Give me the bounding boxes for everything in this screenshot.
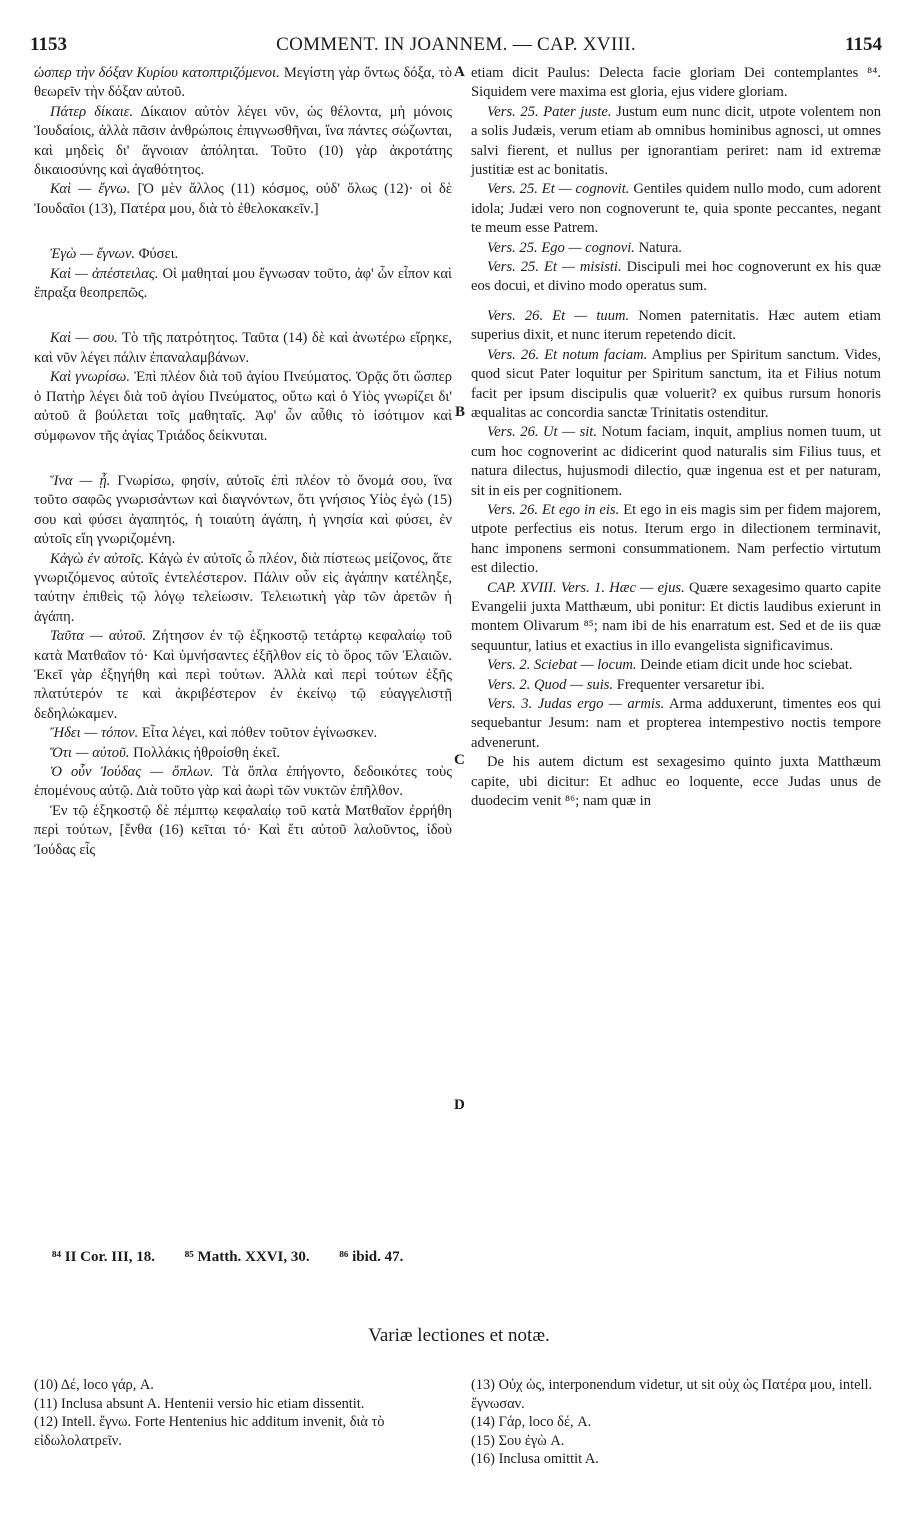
page-number-left: 1153	[30, 34, 67, 55]
greek-text: Οἱ μαθηταί μου ἔγνωσαν τοῦτο, ἀφ' ὧν εἶπον καὶ ἔπραξα θεοπρεπῶς.	[34, 265, 452, 302]
greek-lemma: Καὶ γνωρίσω.	[50, 369, 130, 386]
greek-paragraph	[34, 472, 452, 550]
latin-text: Nomen paternitatis. Hæc autem etiam superius dixit, et nunc iterum repetendo dicit.	[471, 307, 881, 344]
greek-lemma: Ὁ οὖν Ἰούδας — ὅπλων.	[50, 764, 214, 780]
latin-lemma: Vers. 25. Pater juste.	[487, 103, 612, 120]
latin-paragraph	[471, 423, 881, 501]
greek-paragraph	[34, 103, 452, 181]
latin-text: Justum eum nunc dicit, utpote volentem non a solis Judæis, verum etiam ab omnibus hominibus agnosci, ut omnes salvi fierent, et nullus per ignorantiam periret: nam id extremæ justitiæ est ac bonitatis.	[471, 103, 881, 179]
greek-lemma: Ἤδει — τόπον.	[50, 725, 139, 742]
footnotes	[52, 1249, 872, 1266]
greek-paragraph	[34, 180, 452, 219]
greek-lemma: Πάτερ δίκαιε.	[50, 103, 134, 120]
greek-text: Τὸ τῆς πατρότητος. Ταῦτα (14) δὲ καὶ ἀνωτέρω εἴρηκε, καὶ νῦν λέγει πάλιν ἐπαναλαμβάνων.	[34, 330, 452, 366]
footnote: ⁸⁴ II Cor. III, 18.	[52, 1249, 156, 1265]
margin-letter-d: D	[454, 1097, 465, 1113]
page-number-right: 1154	[845, 34, 882, 55]
greek-paragraph	[34, 802, 452, 860]
latin-lemma: Vers. 25. Et — cognovit.	[487, 181, 630, 198]
latin-lemma: Vers. 26. Et notum faciam.	[487, 346, 648, 363]
greek-column	[34, 64, 452, 860]
greek-lemma: Καὶ — ἔγνω.	[50, 181, 131, 198]
latin-lemma: Vers. 26. Ut — sit.	[487, 424, 598, 441]
latin-text: Deinde etiam dicit unde hoc sciebat.	[636, 657, 853, 674]
latin-text: Natura.	[634, 239, 682, 256]
greek-paragraph	[34, 627, 452, 724]
latin-text: Discipuli mei hoc cognoverunt ex his quæ eos docui, et divino modo operatus sum.	[471, 259, 881, 295]
greek-text: Φύσει.	[135, 246, 179, 263]
running-title: COMMENT. IN JOANNEM. — CAP. XVIII.	[276, 34, 636, 55]
greek-lemma: Καὶ — ἀπέστειλας.	[50, 265, 159, 282]
latin-text: Notum faciam, inquit, amplius nomen tuum, ut cum hoc cognoverint ac didicerint quod naturalis sim Filius tuus, et natura dilectus, hujusmodi dilectio, quæ ingenua est et per naturam, sit in eis per cognitionem.	[471, 424, 881, 499]
variant-note: (13) Οὐχ ὡς, interponendum videtur, ut sit οὐχ ὡς Πατέρα μου, intell. ἔγνωσαν.	[471, 1377, 873, 1412]
greek-text: Γνωρίσω, φησίν, αὐτοῖς ἐπὶ πλέον τὸ ὄνομά σου, ἵνα τοῦτο σαφῶς γνωρισάντων καὶ διαγνόντων, ὅτι γνήσιος Υἱὸς ἐγὼ (15) σου καὶ φύσει ἀγαπητός, ἡ τοιαύτη ἀγάπη, ἡ γνησία καὶ φύσει, ἐν αὐτοῖς εἴη γνωριζομένη.	[34, 472, 452, 548]
latin-paragraph	[471, 239, 881, 258]
latin-paragraph	[471, 676, 881, 695]
greek-lemma: ὡσπερ τὴν δόξαν Κυρίου κατοπτριζόμενοι.	[34, 65, 280, 81]
latin-text: Arma adduxerunt, timentes eos qui sequebantur Jesum: nam et propterea intempestivo noctis tempore advenerunt.	[471, 696, 881, 751]
latin-paragraph	[471, 258, 881, 297]
latin-lemma: Vers. 25. Ego — cognovi.	[487, 239, 635, 256]
greek-paragraph	[34, 763, 452, 802]
latin-paragraph	[471, 180, 881, 238]
greek-paragraph	[34, 329, 452, 368]
latin-paragraph	[471, 579, 881, 657]
greek-lemma: Ὅτι — αὐτοῦ.	[50, 744, 130, 761]
greek-lemma: Ἐγὼ — ἔγνων.	[50, 246, 136, 263]
latin-text: Quære sexagesimo quarto capite Evangelii juxta Matthæum, ubi ponitur: Et dictis laudibus exierunt in montem Olivarum ⁸⁵; nam ibi de his enarratum est. Sed et de iis quæ sequuntur, latius et exactius in illo evangelista significavimus.	[471, 579, 881, 654]
latin-text: Et ego in eis magis sim per fidem majorem, utpote perfectius eis notus. Iterum ergo in dilectionem terminavit, hanc imponens sermoni consummationem. Nam perfectio virtutum est dilectio.	[471, 501, 881, 577]
margin-letter-b: B	[455, 404, 466, 420]
greek-lemma: Ἵνα — ᾖ.	[50, 472, 111, 489]
latin-lemma: Vers. 25. Et — misisti.	[487, 259, 622, 276]
greek-lemma: Ταῦτα — αὐτοῦ.	[50, 628, 147, 645]
latin-lemma: Vers. 2. Quod — suis.	[487, 676, 614, 693]
greek-text: Εἶτα λέγει, καὶ πόθεν τοῦτον ἐγίνωσκεν.	[138, 725, 378, 742]
latin-paragraph	[471, 753, 881, 811]
greek-text: Τὰ ὅπλα ἐπήγοντο, δεδοικότες τοὺς ἑπομένους αὐτῷ. Διὰ τοῦτο γὰρ καὶ ἀωρὶ τῶν νυκτῶν ἐπῆλθον.	[34, 764, 452, 800]
running-header	[30, 34, 882, 58]
latin-lemma: Vers. 26. Et — tuum.	[487, 307, 630, 324]
latin-paragraph	[471, 501, 881, 579]
notes-left	[34, 1376, 452, 1450]
greek-text: [Ὁ μὲν ἄλλος (11) κόσμος, οὐδ' ὅλως (12)· οἱ δὲ Ἰουδαῖοι (13), Πατέρα μου, διὰ τὸ ἐθελοκακεῖν.]	[34, 181, 452, 217]
latin-lemma: Vers. 26. Et ego in eis.	[487, 501, 620, 518]
greek-text: Κἀγὼ ἐν αὐτοῖς ὦ πλέον, διὰ πίστεως μείζονος, ἅτε γνωριζόμενος αὐτοῖς ἐντελέστερον. Πάλιν οὖν εἰς ἀγάπην κατέληξε, ταύτην ἐπιθεὶς τῷ λόγῳ τελείωσιν. Τελειωτικὴ γὰρ τῶν ἀρετῶν ἡ ἀγάπη.	[34, 550, 453, 625]
latin-paragraph	[471, 656, 881, 675]
variant-note: (12) Intell. ἔγνω. Forte Hentenius hic additum invenit, διὰ τὸ εἰδωλολατρεῖν.	[34, 1414, 385, 1449]
greek-paragraph	[34, 550, 452, 628]
latin-paragraph	[471, 695, 881, 753]
latin-lemma: Vers. 3. Judas ergo — armis.	[487, 696, 665, 712]
latin-paragraph	[471, 64, 881, 103]
greek-text: Ζήτησον ἐν τῷ ἑξηκοστῷ τετάρτῳ κεφαλαίῳ τοῦ κατὰ Ματθαῖον τό· Καὶ ὑμνήσαντες ἐξῆλθον εἰς τὸ ὄρος τῶν Ἐλαιῶν. Ἐκεῖ γὰρ ἐξηγήθη καὶ περὶ τούτων. Ἀλλὰ καὶ περὶ τούτων ἑξῆς πλατύτερόν τε καὶ ἀκριβέστερον ἐν ἐκείνῳ τῷ εὐαγγελιστῇ δεδηλώκαμεν.	[34, 628, 452, 722]
latin-text: Frequenter versaretur ibi.	[613, 676, 765, 693]
greek-paragraph	[34, 245, 452, 264]
variant-note: (15) Σου ἐγὼ A.	[471, 1432, 565, 1449]
latin-paragraph	[471, 103, 881, 181]
margin-letter-a: A	[454, 64, 465, 80]
greek-paragraph	[34, 64, 452, 103]
greek-lemma: Καὶ — σου.	[50, 330, 118, 347]
latin-lemma: Vers. 2. Sciebat — locum.	[487, 657, 637, 674]
greek-text: Πολλάκις ἠθροίσθη ἐκεῖ.	[129, 744, 280, 761]
latin-text: De his autem dictum est sexagesimo quinto juxta Matthæum capite, ubi dicitur: Et adhuc eo loquente, ecce Judas unus de duodecim venit ⁸⁶; nam quæ in	[471, 754, 881, 810]
greek-paragraph	[34, 265, 452, 304]
footnote: ⁸⁶ ibid. 47.	[339, 1249, 404, 1265]
greek-text: Ἐν τῷ ἑξηκοστῷ δὲ πέμπτῳ κεφαλαίῳ τοῦ κατὰ Ματθαῖον ἐρρήθη περὶ τούτων, [ἔνθα (16) κεῖται τό· Καὶ ἔτι αὐτοῦ λαλοῦντος, ἰδοὺ Ἰούδας εἷς	[34, 802, 452, 858]
notes-right	[471, 1376, 881, 1469]
variant-note: (10) Δέ, loco γάρ, A.	[34, 1377, 154, 1393]
latin-text: etiam dicit Paulus: Delecta facie gloriam Dei contemplantes ⁸⁴. Siquidem vere maxima est gloria, ejus videre gloriam.	[471, 65, 881, 101]
greek-paragraph	[34, 744, 452, 763]
latin-paragraph	[471, 307, 881, 346]
greek-paragraph	[34, 368, 452, 446]
latin-lemma: CAP. XVIII. Vers. 1. Hæc — ejus.	[487, 579, 685, 596]
greek-text: Δίκαιον αὐτὸν λέγει νῦν, ὡς θέλοντα, μὴ μόνοις Ἰουδαίοις, ἀλλὰ πᾶσιν ἀνθρώποις ἐπιγνωσθῆναι, ἵνα πάντες σώζωνται, καὶ μηδεὶς δι' ἄγνοιαν ἀπόληται. Τοῦτο (10) γὰρ ἀκροτάτης δικαιοσύνης καὶ ἀγαθότητος.	[34, 103, 452, 179]
variant-note: (16) Inclusa omittit A.	[471, 1451, 599, 1467]
greek-text: Ἐπὶ πλέον διὰ τοῦ ἁγίου Πνεύματος. Ὁρᾷς ὅτι ὥσπερ ὁ Πατὴρ λέγει διὰ τοῦ ἁγίου Πνεύματος, οὕτω καὶ ὁ Υἱὸς γνωρίζει δι' αὐτοῦ ἃ βούλεται τοῖς μαθηταῖς. Ἀφ' ὧν αὖθις τὸ ἰσότιμον καὶ σύμφωνον τῆς ἁγίας Τριάδος δείκνυται.	[34, 369, 452, 444]
variae-lectiones-title: Variæ lectiones et notæ.	[368, 1325, 550, 1346]
margin-letter-c: C	[454, 752, 465, 768]
latin-column	[471, 64, 881, 811]
footnote: ⁸⁵ Matth. XXVI, 30.	[184, 1249, 310, 1265]
greek-text: Μεγίστη γὰρ ὄντως δόξα, τὸ θεωρεῖν τὴν δόξαν αὐτοῦ.	[34, 65, 452, 101]
variant-note: (14) Γάρ, loco δέ, A.	[471, 1414, 592, 1430]
latin-text: Gentiles quidem nullo modo, cum adorent idola; Judæi vero non cognoverunt te, quia sponte peccantes, negant te meum esse Patrem.	[471, 181, 881, 237]
greek-paragraph	[34, 724, 452, 743]
latin-text: Amplius per Spiritum sanctum. Vides, quod sicut Pater loquitur per Spiritum sanctum, ita et Filius notum facit per ipsum discipulis quæ voluerit? ex quibus rursum honoris æqualitas ac concordia sanctæ Trinitatis ostenditur.	[471, 346, 881, 421]
latin-paragraph	[471, 346, 881, 424]
greek-lemma: Κἀγὼ ἐν αὐτοῖς.	[50, 550, 145, 567]
variant-note: (11) Inclusa absunt A. Hentenii versio hic etiam dissentit.	[34, 1395, 365, 1412]
